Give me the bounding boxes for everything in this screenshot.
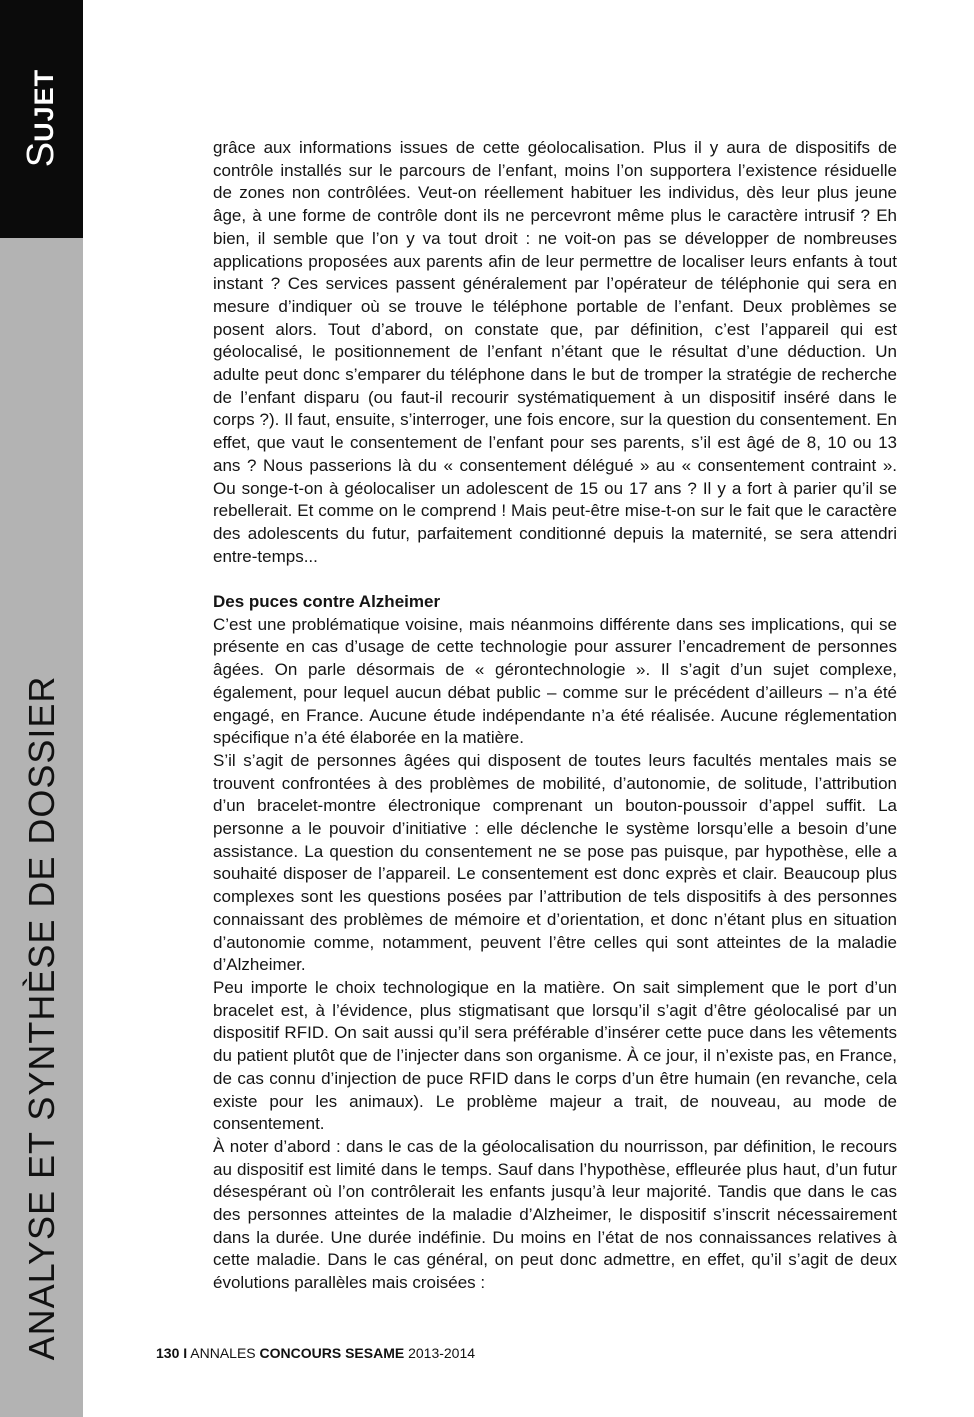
tab-label-initial: S (20, 141, 62, 168)
page-number: 130 (156, 1345, 180, 1361)
sidebar (0, 0, 83, 1417)
footer-concours: CONCOURS SESAME (259, 1345, 405, 1361)
tab-label-rest: UJET (29, 68, 59, 142)
footer-years: 2013-2014 (408, 1345, 476, 1361)
section-label: ANALYSE ET SYNTHÈSE DE DOSSIER (21, 675, 62, 1361)
footer-separator: I (183, 1345, 188, 1361)
footer-annales: ANNALES (190, 1345, 256, 1361)
tab-label (22, 69, 60, 167)
paragraph-1: grâce aux informations issues de cette géolocalisation. Plus il y aura de dispositifs de contrôle installés sur le parcours de l’enfant, moins l’on supportera l’existence résiduelle de zones non contrôlées. Veut-on réellement habituer les individus, dès leur plus jeune âge, à une forme de contrôle dont ils ne percevront même plus le caractère intrusif ? Eh bien, il semble que l’on y va tout droit : ne voit-on pas se développer de nombreuses applications proposées aux parents afin de leur permettre de localiser leurs enfants à tout instant ? Ces services passent généralement par l’opérateur de téléphonie qui sera en mesure d’indiquer où se trouve le téléphone portable de l’enfant. Deux problèmes se posent alors. Tout d’abord, on constate que, par définition, c’est l’appareil qui est géolocalisé, le positionnement de l’enfant n’étant que le résultat d’une déduction. Un adulte peut donc s’emparer du téléphone dans le but de tromper la stratégie de recherche de l’enfant disparu (ou faut-il recourir systématiquement à un dispositif inséré dans le corps ?). Il faut, ensuite, s’interroger, une fois encore, sur la question du consentement. En effet, que vaut le consentement de l’enfant pour ses parents, s’il est âgé de 8, 10 ou 13 ans ? Nous passerions là du « consentement délégué » au « consentement contraint ». Ou songe-t-on à géolocaliser un adolescent de 15 ou 17 ans ? Il y a fort à parier qu’il se rebellerait. Et comme on le comprend ! Mais peut-être mise-t-on sur le fait que le caractère des adolescents du futur, parfaitement conditionné depuis la maternité, se sera attendri entre-temps... (213, 138, 897, 566)
section-heading: Des puces contre Alzheimer (213, 592, 441, 612)
paragraph-gap (213, 568, 897, 591)
paragraph-5: À noter d’abord : dans le cas de la géolocalisation du nourrisson, par définition, le recours au dispositif est limité dans le temps. Sauf dans l’hypothèse, effleurée plus haut, d’un futur désespérant où l’on contrôlerait les enfants jusqu’à leur majorité. Tandis que dans le cas des personnes atteintes de la maladie d’Alzheimer, le dispositif s’inscrit nécessairement dans la durée. Une durée indéfinie. Du moins en l’état de nos connaissances relatives à cette maladie. Dans le cas général, on peut donc admettre, en effet, qu’il s’agit de deux évolutions parallèles mais croisées : (213, 1136, 897, 1293)
paragraph-3: S’il s’agit de personnes âgées qui disposent de toutes leurs facultés mentales mais se trouvent confrontées à des problèmes de mobilité, d’autonomie, de solitude, l’attribution d’un bracelet-montre électronique comprenant un bouton-poussoir d’appel suffit. La personne a le pouvoir d’initiative : elle déclenche le système lorsqu’elle a besoin d’une assistance. La question du consentement ne se pose pas puisque, par hypothèse, elle a souhaité disposer de l’appareil. Le consentement est donc exprès et clair. Beaucoup plus complexes sont les questions posées par l’attribution de tels dispositifs à des personnes connaissant des problèmes de mémoire et d’orientation, et donc n’étant plus en situation d’autonomie comme, notamment, peuvent l’être celles qui sont atteintes de la maladie d’Alzheimer. (213, 750, 897, 975)
article-body (213, 137, 897, 1295)
page-footer (156, 1345, 475, 1361)
paragraph-4: Peu importe le choix technologique en la matière. On sait simplement que le port d’un bracelet est, à l’évidence, plus stigmatisant que lorsqu’il s’agit d’être géolocalisé par un dispositif RFID. On sait aussi qu’il sera préférable d’insérer cette puce dans les vêtements du patient plutôt que de l’injecter dans son organisme. À ce jour, il n’existe pas, en France, de cas connu d’injection de puce RFID dans le corps d’un être humain (en revanche, cela existe pour les animaux). Le problème majeur a trait, de nouveau, au mode de consentement. (213, 978, 897, 1134)
section-tab (0, 0, 83, 238)
paragraph-2: C’est une problématique voisine, mais néanmoins différente dans ses implications, qui se présente en cas d’usage de cette technologie pour assurer l’encadrement de personnes âgées. On parle désormais de « gérontechnologie ». Il s’agit d’un sujet complexe, également, pour lequel aucun débat public – comme sur le précédent d’ailleurs – n’a été engagé, en France. Aucune étude indépendante n’a été réalisée. Aucune réglementation spécifique n’a été élaborée en la matière. (213, 614, 897, 748)
